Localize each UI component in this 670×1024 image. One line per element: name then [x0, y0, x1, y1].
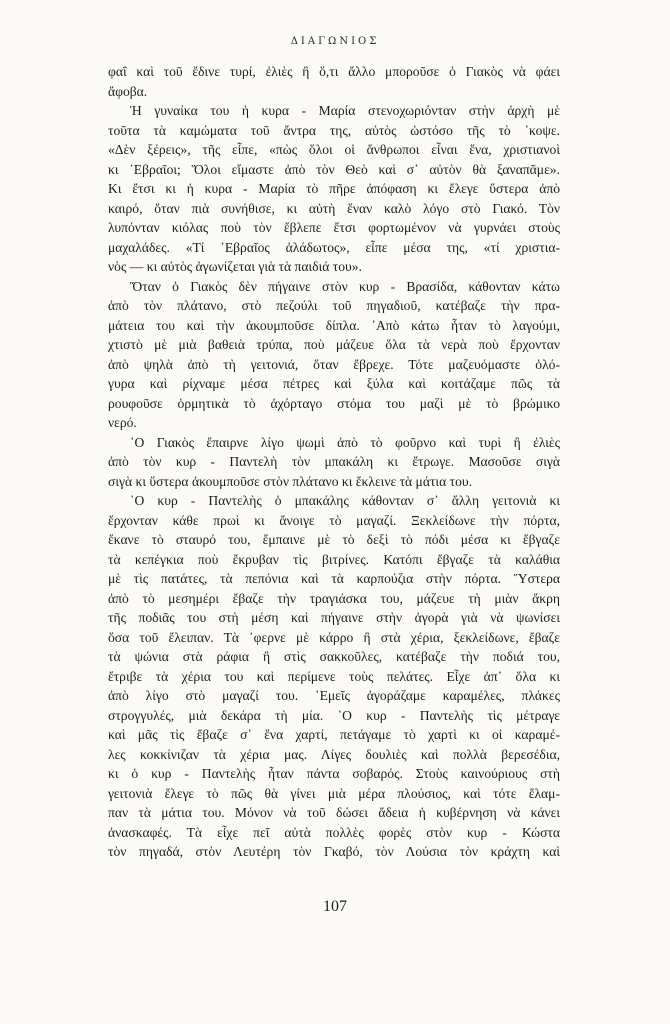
text-line: σιγὰ κι ὕστερα ἀκουμποῦσε στὸν πλάτανο κι ἔκλεινε τὰ μάτια του.: [108, 473, 472, 489]
text-line: παν τὰ μάτια του. Μόνον νὰ τοῦ δώσει ἄδεια ἡ κυβέρνηση νὰ κάνει: [108, 805, 560, 820]
text-line: μάτεια του καὶ τὴν ἀκουμποῦσε δίπλα. ᾿Απὸ κάτω ἦταν τὸ λαγούμι,: [108, 317, 560, 333]
text-line: λυπόνταν κιόλας ποὺ τὸν ἔβλεπε ἔτσι φορτωμένον νὰ γυρνάει στοὺς: [108, 220, 560, 235]
text-line: τὰ κεπέγκια ποὺ ἔκρυβαν τὶς βιτρίνες. Κατόπι ἔβγαζε τὰ καλάθια: [108, 551, 560, 567]
text-line: τοῦτα τὰ καμώματα τοῦ ἄντρα της, αὐτὸς ὡστόσο τῆς τὸ ᾿κοψε.: [108, 122, 560, 138]
text-line: νὸς — κι αὐτὸς ἀγωνίζεται γιὰ τὰ παιδιά του».: [108, 259, 362, 274]
text-line: ἔτριβε τὰ χέρια του καὶ περίμενε τοὺς πελάτες. Εἶχε ἀπ᾿ ὅλα κι: [108, 668, 560, 684]
text-line: ἔρχονταν κάθε πρωὶ κι ἄνοιγε τὸ μαγαζί. Ξεκλείδωνε τὴν πόρτα,: [108, 512, 560, 528]
text-line: μαχαλάδες. «Τί ᾿Εβραῖος ἀλάδωτος», εἶπε μέσα της, «τί χριστια-: [108, 239, 560, 255]
text-line: ὅσα τοῦ ἔλειπαν. Τὰ ᾿φερνε μὲ κάρρο ἢ στὰ χέρια, ξεκλείδωνε, ἔβαζε: [108, 629, 560, 645]
text-line: ῾Ο Γιακὸς ἔπαιρνε λίγο ψωμὶ ἀπὸ τὸ φοῦρνο καὶ τυρὶ ἢ ἐλιὲς: [130, 434, 560, 450]
text-line: ἀπὸ ψηλὰ ἀπὸ τὴ γειτονιά, ὅταν ἔβρεχε. Τότε μαζευόμαστε ὁλό-: [108, 356, 560, 372]
text-line: ἀπὸ τὸν κυρ - Παντελὴ τὸν μπακάλη κι ἔτρωγε. Μασοῦσε σιγὰ: [108, 454, 560, 469]
text-line: γειτονιὰ ἔλεγε τὸ πῶς θὰ γίνει μιὰ μέρα πλούσιος, καὶ τότε ἔλαμ-: [108, 785, 560, 801]
text-line: ῾Ο κυρ - Παντελὴς ὁ μπακάλης κάθονταν σ᾿ ἄλλη γειτονιὰ κι: [130, 493, 560, 508]
text-line: τῆς ποδιᾶς του στὴ μέση καὶ πήγαινε στὴν ἀγορὰ γιὰ νὰ ψωνίσει: [108, 610, 560, 625]
text-line: μὲ τὶς πατάτες, τὰ πεπόνια καὶ τὰ καρπούζια στὴν πόρτα. Ὕστερα: [108, 571, 560, 586]
text-line: τὸν πηγαδά, στὸν Λευτέρη τὸν Γκαβό, τὸν Λούσια τὸν κράχτη καὶ: [108, 844, 560, 859]
text-line: «Δὲν ξέρεις», τῆς εἶπε, «πὼς ὅλοι οἱ ἄνθρωποι εἶναι ἕνα, χριστιανοὶ: [108, 142, 560, 157]
page-number: 107: [323, 898, 347, 915]
text-line: νερό.: [108, 415, 137, 430]
text-line: στρογγυλές, μιὰ δεκάρα τὴ μία. ῾Ο κυρ - Παντελὴς τὶς μέτραγε: [108, 707, 560, 723]
body-text: [108, 62, 560, 862]
text-line: κι ὁ κυρ - Παντελὴς ἦταν πάντα σοβαρός. Στοὺς καινούριους στὴ: [108, 766, 560, 781]
text-line: Ὅταν ὁ Γιακὸς δὲν πήγαινε στὸν κυρ - Βρασίδα, κάθονταν κάτω: [130, 278, 560, 294]
text-line: καιρό, ὅταν πιὰ συνήθισε, κι αὐτὴ ἕναν καλὸ λόγο στὸ Γιακό. Τὸν: [108, 200, 560, 216]
text-line: ἀπὸ τὸ μεσημέρι ἔβαζε τὴν τραγιάσκα του, μάζευε τὴ μιὰν ἄκρη: [108, 590, 560, 606]
text-line: φαΐ καὶ τοῦ ἔδινε τυρί, ἐλιὲς ἢ ὅ,τι ἄλλο μποροῦσε ὁ Γιακὸς νὰ φάει: [108, 64, 560, 79]
text-line: λες κοκκίνιζαν τὰ χέρια μας. Λίγες δουλιὲς καὶ πολλὰ βερεσέδια,: [108, 746, 560, 762]
text-line: Ἡ γυναίκα του ἡ κυρα - Μαρία στενοχωριόνταν στὴν ἀρχὴ μὲ: [130, 103, 560, 118]
running-head: ΔΙΑΓΩΝΙΟΣ: [290, 36, 380, 47]
text-line: ρουφοῦσε ὁρμητικὰ τὸ ἀχόρταγο στόμα του μαζὶ μὲ τὸ βρώμικο: [108, 395, 560, 411]
text-line: ἀπὸ τὸν πλάτανο, στὸ πεζούλι τοῦ πηγαδιοῦ, κατέβαζε τὴν πρα-: [108, 298, 560, 313]
text-line: γυρα καὶ ρίχναμε μέσα πέτρες καὶ ξύλα καὶ κοιτάζαμε πῶς τὰ: [108, 376, 560, 391]
text-line: τὰ ψώνια στὰ ράφια ἢ στὶς σακκοῦλες, κατέβαζε τὴν ποδιά του,: [108, 649, 560, 664]
text-line: ἀπὸ λίγο στὸ μαγαζί του. ᾿Εμεῖς ἀγοράζαμε καραμέλες, πλάκες: [108, 688, 560, 703]
text-line: ἔκανε τὸ σταυρό του, ἔμπαινε μὲ τὸ δεξὶ τὸ πόδι μέσα κι ἔβγαζε: [108, 532, 560, 547]
text-line: χτιστὸ μὲ μιὰ βαθειὰ τρύπα, ποὺ μάζευε ὅλα τὰ νερὰ ποὺ ἔρχονταν: [108, 337, 560, 352]
text-line: Κι ἔτσι κι ἡ κυρα - Μαρία τὸ πῆρε ἀπόφαση κι ἔλεγε ὕστερα ἀπὸ: [108, 181, 560, 196]
text-line: κι ᾿Εβραῖοι; Ὅλοι εἴμαστε ἀπὸ τὸν Θεὸ καὶ σ᾿ αὐτὸν θὰ ξαναπᾶμε».: [108, 161, 560, 177]
text-line: ἀνασκαφές. Τὰ εἶχε πεῖ αὐτὰ πολλὲς φορὲς στὸν κυρ - Κώστα: [108, 824, 560, 840]
text-line: καὶ μᾶς τὶς ἔβαζε σ᾿ ἕνα χαρτί, πετάγαμε τὸ χαρτὶ κι οἱ καραμέ-: [108, 727, 560, 742]
text-line: ἄφοβα.: [108, 83, 148, 99]
